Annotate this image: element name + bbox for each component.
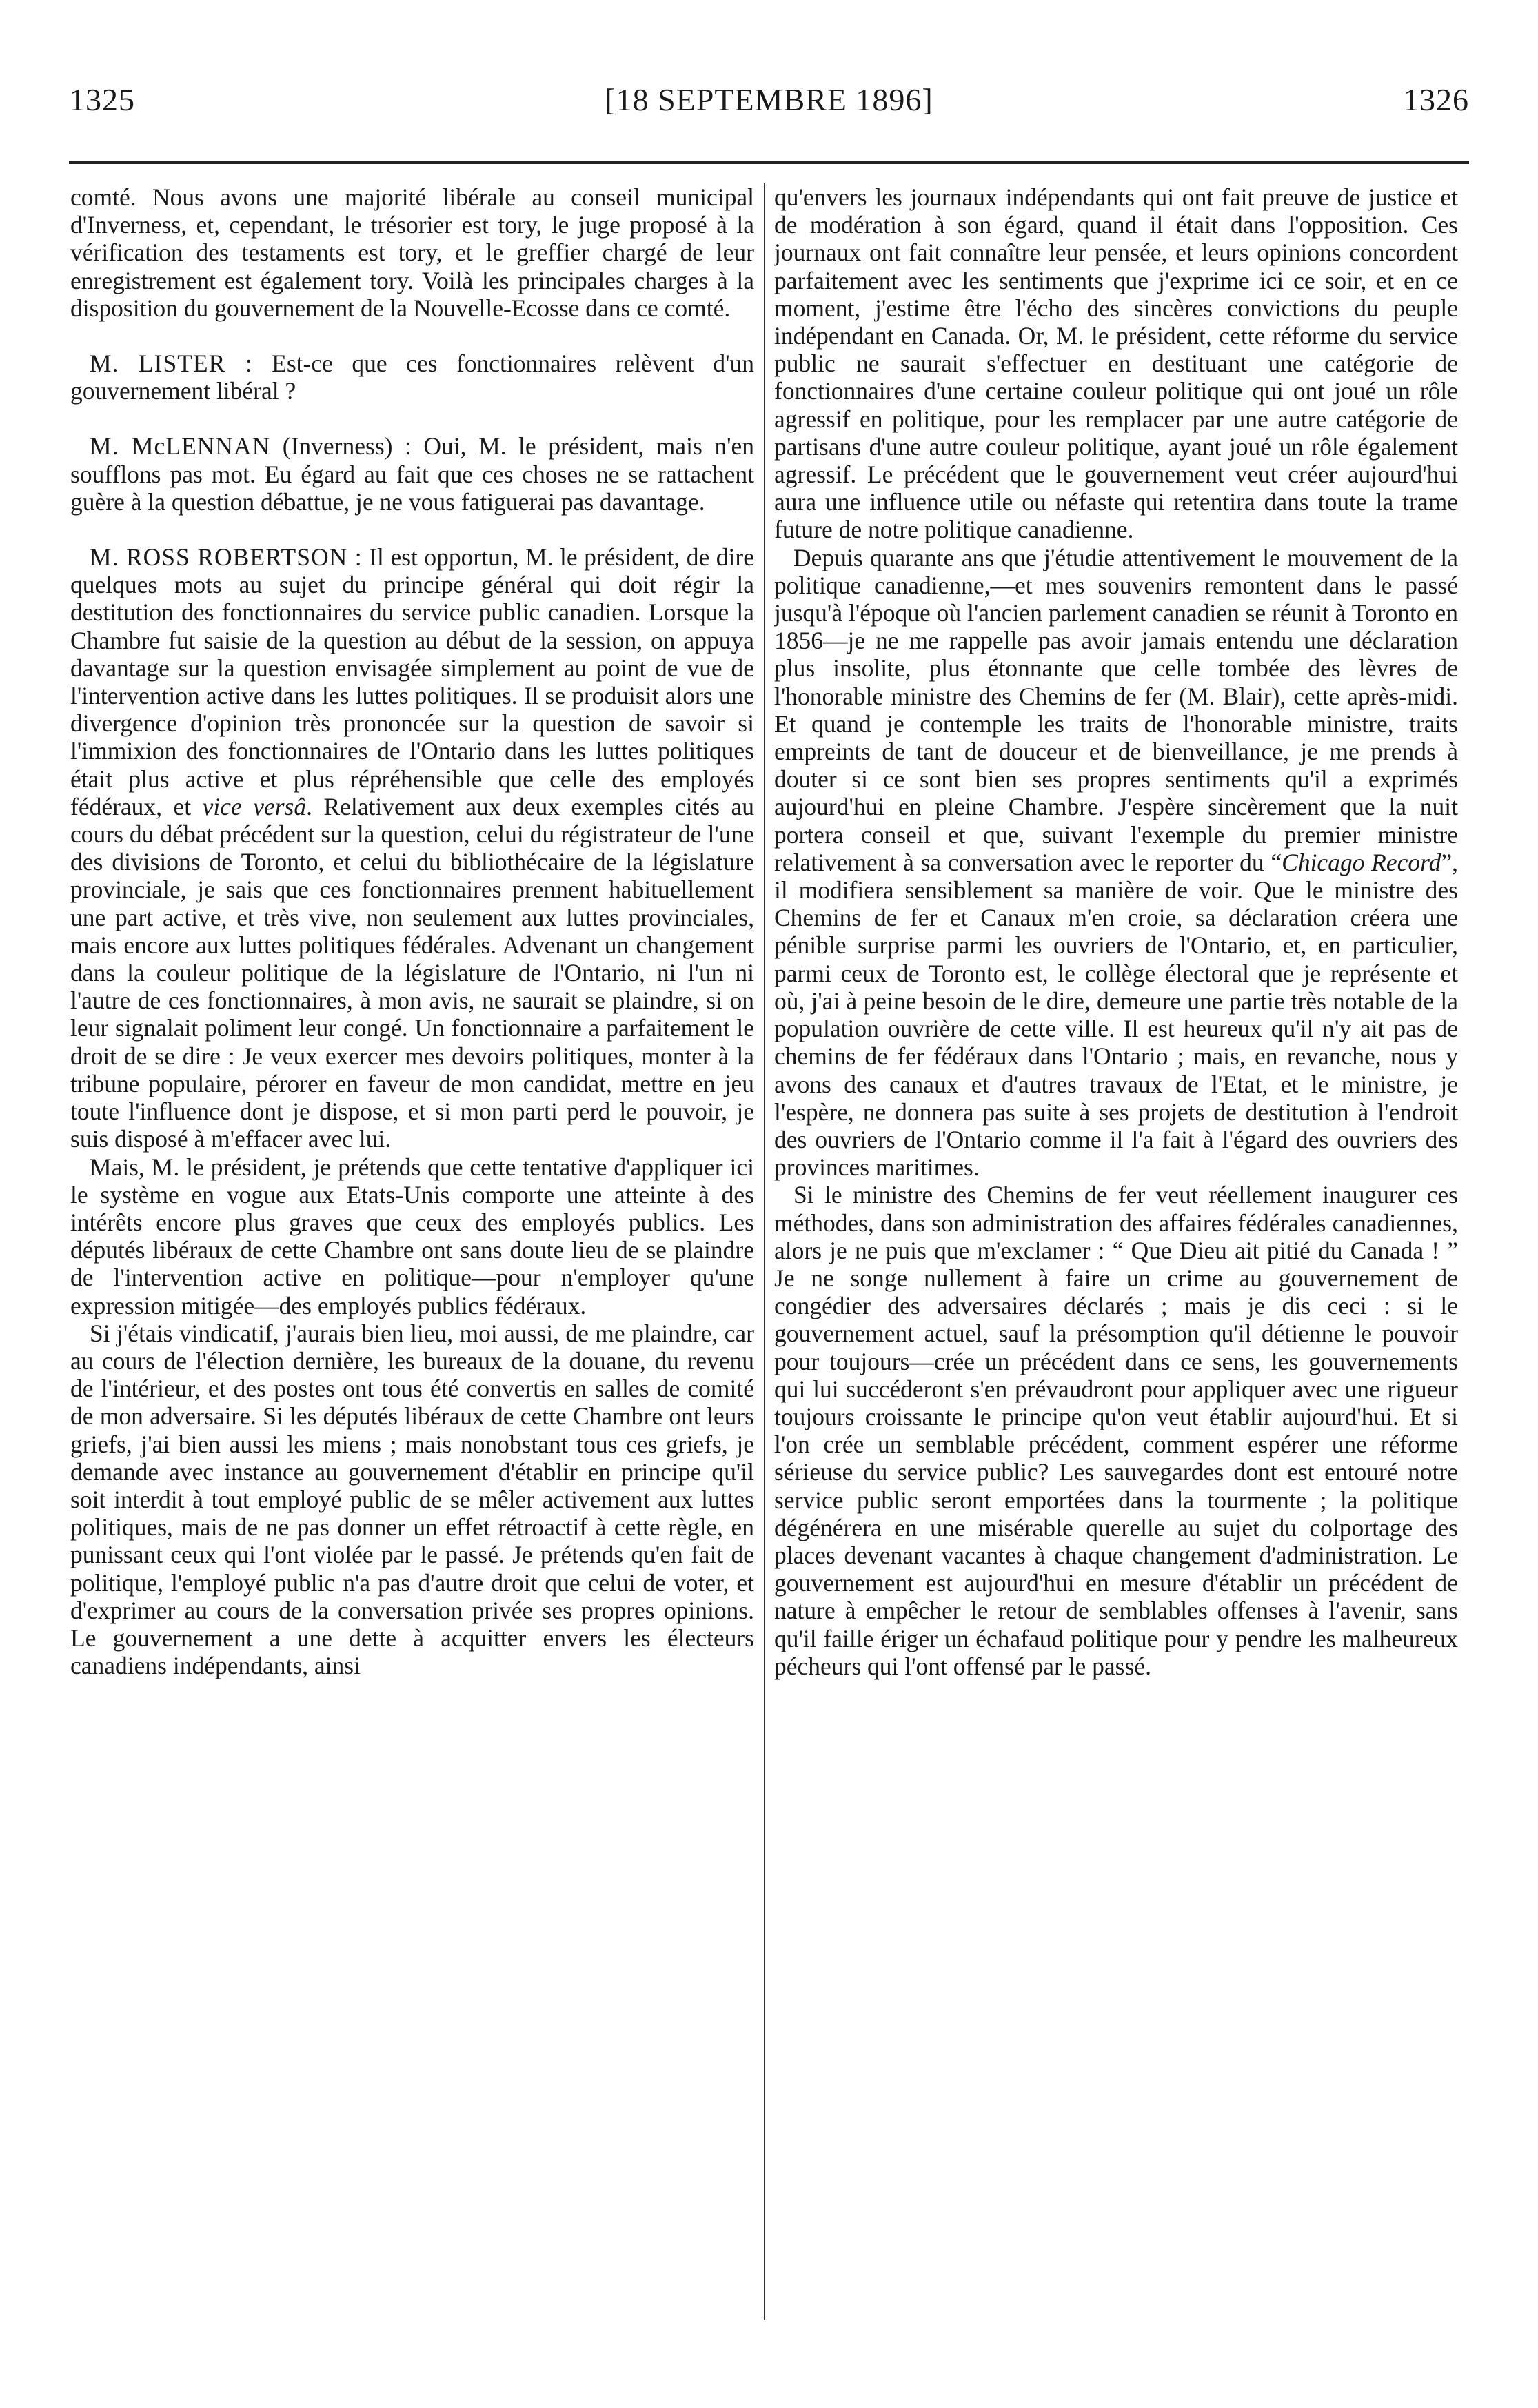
newspaper-title: Chicago Record [1282,848,1441,876]
speech-text: Depuis quarante ans que j'étudie attentivement le mouvement de la politique canadienne,—et mes souvenirs remontent dans le passé jusqu'à l'époque où l'ancien parlement canadien se réunit à Toronto en 1856—je ne me rappelle pas avoir jamais entendu une déclaration plus insolite, plus étonnante que celle tombée des lèvres de l'honorable ministre des Chemins de fer (M. Blair), cette après-midi. Et quand je contemple les traits de l'honorable ministre, traits empreints de tant de douceur et de bienveillance, je me prends à douter si ce sont bien ses propres sentiments qu'il a exprimés aujourd'hui en pleine Chambre. J'espère sincèrement que la nuit portera conseil et que, suivant l'exemple du premier ministre relativement à sa conversation avec le reporter du “ [774,543,1458,876]
page-number-left: 1325 [69,82,135,117]
speech-text: Est-ce que ces fonctionnaires relèvent d'un gouvernement libéral ? [70,350,754,405]
paragraph: Mais, M. le président, je prétends que cette tentative d'appliquer ici le système en vogue aux Etats-Unis comporte une atteinte à des intérêts encore plus graves que ceux des employés publics. Les députés libéraux de cette Chambre ont sans doute lieu de se plaindre de l'intervention active en politique—pour n'employer qu'une expression mitigée—des employés publics fédéraux. [70,1153,754,1319]
header-rule [69,161,1469,164]
paragraph [774,544,1458,1182]
paragraph [70,350,754,405]
latin-phrase: vice versâ [202,792,307,820]
speaker-name: M. LISTER : [90,350,253,378]
right-column [774,183,1458,2341]
paragraph [70,543,754,1153]
paragraph [70,432,754,516]
paragraph: qu'envers les journaux indépendants qui ont fait preuve de justice et de modération à son égard, quand il était dans l'opposition. Ces journaux ont fait connaître leur pensée, et leurs opinions concordent parfaitement avec les sentiments que j'exprime ici ce soir, et en ce moment, j'estime être l'écho des sincères convictions du peuple indépendant en Canada. Or, M. le président, cette réforme du service public ne saurait s'effectuer en destituant une catégorie de fonctionnaires d'une certaine couleur politique qui ont joué un rôle agressif en politique, pour les remplacer par une autre catégorie de partisans d'une autre couleur politique, ayant joué un rôle également agressif. Le précédent que le gouvernement veut créer aujourd'hui aura une influence utile ou néfaste qui retentira dans toute la trame future de notre politique canadienne. [774,183,1458,544]
paragraph: Si j'étais vindicatif, j'aurais bien lieu, moi aussi, de me plaindre, car au cours de l'élection dernière, les bureaux de la douane, du revenu de l'intérieur, et des postes ont tous été convertis en salles de comité de mon adversaire. Si les députés libéraux de cette Chambre ont leurs griefs, j'ai bien aussi les miens ; mais nonobstant tous ces griefs, je demande avec instance au gouvernement d'établir en principe qu'il soit interdit à tout employé public de se mêler activement aux luttes politiques, mais de ne pas donner un effet rétroactif à cette règle, en punissant ceux qui l'ont violée par le passé. Je prétends qu'en fait de politique, l'employé public n'a pas d'autre droit que celui de voter, et d'exprimer au cours de la conversation privée ses propres opinions. Le gouvernement a une dette à acquitter envers les électeurs canadiens indépendants, ainsi [70,1319,754,1680]
left-column [70,183,754,2341]
speech-text: . Relativement aux deux exemples cités au cours du débat précédent sur la question, celui du régistrateur de l'une des divisions de Toronto, et celui du bibliothécaire de la législature provinciale, je sais que ces fonctionnaires prennent habituellement une part active, et très vive, non seulement aux luttes provinciales, mais encore aux luttes politiques fédérales. Advenant un changement dans la couleur politique de la législature de l'Ontario, ni l'un ni l'autre de ces fonctionnaires, à mon avis, ne saurait se plaindre, si on leur signalait poliment leur congé. Un fonctionnaire a parfaitement le droit de se dire : Je veux exercer mes devoirs politiques, monter à la tribune populaire, pérorer en faveur de mon candidat, mettre en jeu toute l'influence dont je dispose, et si mon parti perd le pouvoir, je suis disposé à m'effacer avec lui. [70,792,754,1153]
paragraph: comté. Nous avons une majorité libérale au conseil municipal d'Inverness, et, cependant, le trésorier est tory, le juge proposé à la vérification des testaments est tory, et le greffier chargé de leur enregistrement est également tory. Voilà les principales charges à la disposition du gouvernement de la Nouvelle-Ecosse dans ce comté. [70,183,754,322]
speech-text: ”, il modifiera sensiblement sa manière de voir. Que le ministre des Chemins de fer et Canaux m'en croie, sa déclaration créera une pénible surprise parmi les ouvriers de l'Ontario, et, en particulier, parmi ceux de Toronto est, le collège électoral que je représente et où, j'ai à peine besoin de le dire, demeure une partie très notable de la population ouvrière de cette ville. Il est heureux qu'il n'y ait pas de chemins de fer fédéraux dans l'Ontario ; mais, en revanche, nous y avons des canaux et d'autres travaux de l'Etat, et le ministre, je l'espère, ne donnera pas suite à ses projets de destitution à l'endroit des ouvriers de l'Ontario comme il l'a fait à l'égard des ouvriers des provinces maritimes. [774,848,1458,1182]
page-number-right: 1326 [1403,82,1469,117]
paragraph: Si le ministre des Chemins de fer veut réellement inaugurer ces méthodes, dans son administration des affaires fédérales canadiennes, alors je ne puis que m'exclamer : “ Que Dieu ait pitié du Canada ! ” Je ne songe nullement à faire un crime au gouvernement de congédier des adversaires déclarés ; mais je dis ceci : si le gouvernement actuel, sauf la présomption qu'il détienne le pouvoir pour toujours—crée un précédent dans ce sens, les gouvernements qui lui succéderont s'en prévaudront pour appliquer avec une rigueur toujours croissante le principe qu'on veut établir aujourd'hui. Et si l'on crée un semblable précédent, comment espérer une réforme sérieuse du service public? Les sauvegardes dont est entouré notre service public seront emportées dans la tourmente ; la politique dégénérera en une misérable querelle au sujet du colportage des places devenant vacantes à chaque changement d'administration. Le gouvernement est aujourd'hui en mesure d'établir un précédent de nature à empêcher le retour de semblables offenses à l'avenir, sans qu'il faille ériger un échafaud politique pour y pendre les malheureux pécheurs qui l'ont offensé par le passé. [774,1181,1458,1680]
speaker-name: M. McLENNAN [90,432,271,461]
page-header [69,81,1469,130]
column-divider [764,183,765,2320]
header-date: [18 SEPTEMBRE 1896] [605,82,933,117]
speech-text: (Inverness) : Oui, M. le président, mais n'en soufflons pas mot. Eu égard au fait que ces choses ne se rattachent guère à la question débattue, je ne vous fatiguerai pas davantage. [70,432,754,516]
speaker-name: M. ROSS ROBERTSON : [90,543,363,571]
speech-text: Il est opportun, M. le président, de dire quelques mots au sujet du principe général qui doit régir la destitution des fonctionnaires du service public canadien. Lorsque la Chambre fut saisie de la question au début de la session, on appuya davantage sur la question envisagée simplement au point de vue de l'intervention active dans les luttes politiques. Il se produisit alors une divergence d'opinion très prononcée sur la question de savoir si l'immixion des fonctionnaires de l'Ontario dans les luttes politiques était plus active et plus répréhensible que celle des employés fédéraux, et [70,543,754,820]
